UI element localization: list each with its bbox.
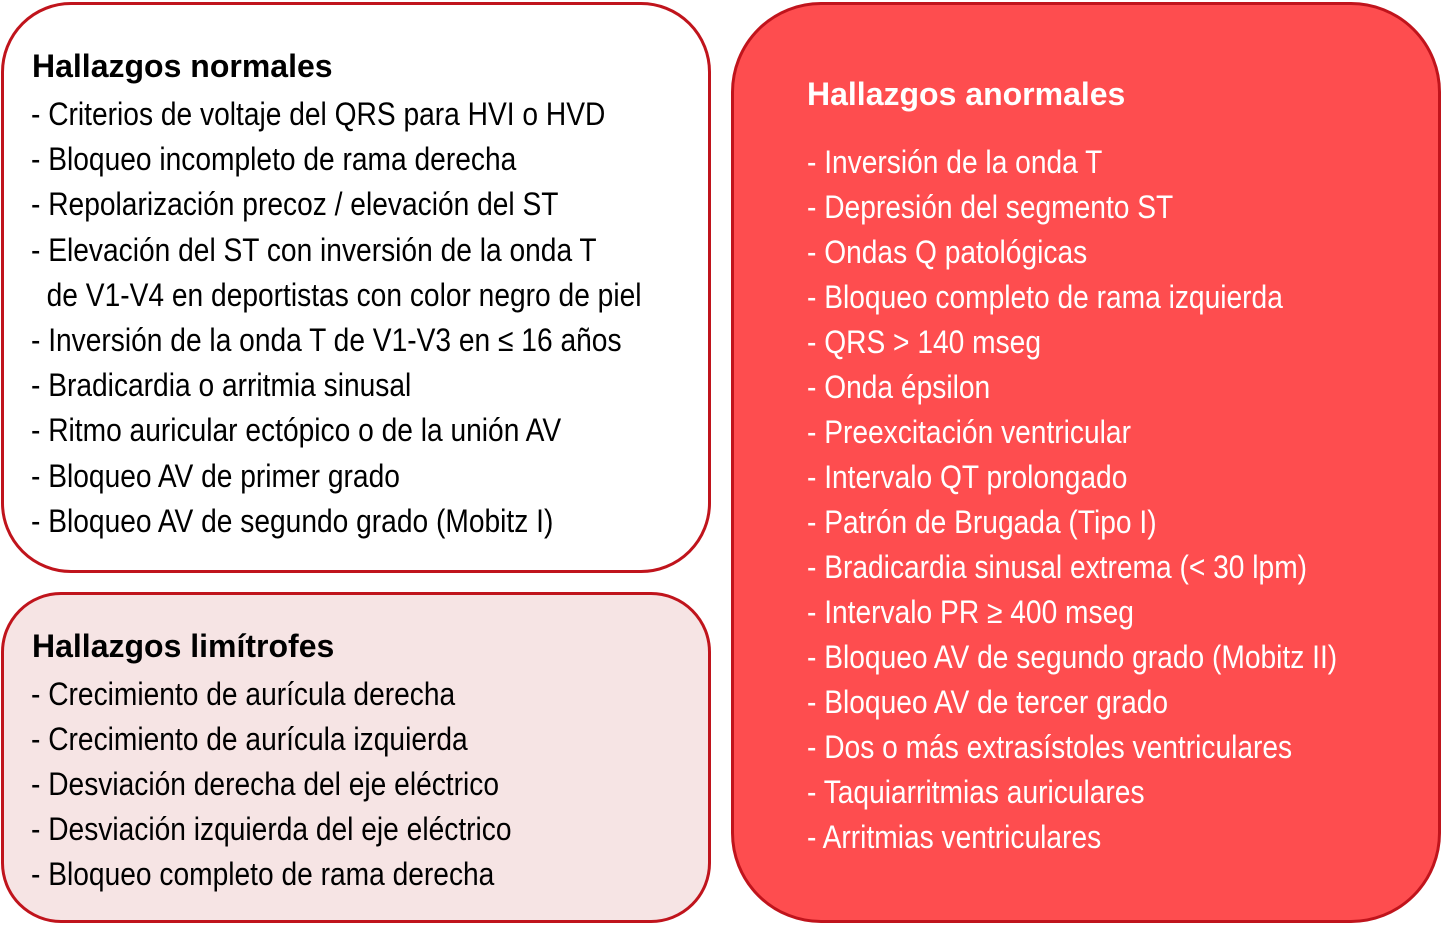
- list-item: - Intervalo QT prolongado: [807, 459, 1128, 495]
- list-item: - Desviación izquierda del eje eléctrico: [31, 811, 512, 847]
- borderline-findings-box: [1, 592, 711, 923]
- list-item: - Bradicardia sinusal extrema (< 30 lpm): [807, 549, 1308, 585]
- normal-findings-list: [31, 92, 642, 544]
- list-item: - Bloqueo AV de tercer grado: [807, 684, 1169, 720]
- list-item: - Desviación derecha del eje eléctrico: [31, 766, 500, 802]
- list-item: - Taquiarritmias auriculares: [807, 774, 1145, 810]
- list-item: - Repolarización precoz / elevación del ST: [31, 186, 559, 223]
- list-item: - Bloqueo AV de segundo grado (Mobitz I): [31, 502, 554, 539]
- normal-findings-title: Hallazgos normales: [32, 48, 333, 84]
- list-item: - Bloqueo AV de primer grado: [31, 457, 400, 494]
- list-item: - Intervalo PR ≥ 400 mseg: [807, 594, 1134, 630]
- list-item: - Elevación del ST con inversión de la onda T: [31, 231, 597, 268]
- list-item: - Preexcitación ventricular: [807, 414, 1131, 450]
- list-item: - Crecimiento de aurícula izquierda: [31, 721, 468, 757]
- list-item: - Inversión de la onda T: [807, 144, 1103, 180]
- list-item: - Criterios de voltaje del QRS para HVI o HVD: [31, 96, 606, 132]
- abnormal-findings-title: Hallazgos anormales: [807, 76, 1126, 112]
- abnormal-findings-box: [731, 2, 1441, 923]
- list-item: - Patrón de Brugada (Tipo I): [807, 504, 1157, 540]
- list-item: - Bradicardia o arritmia sinusal: [31, 367, 412, 404]
- list-item: - Bloqueo incompleto de rama derecha: [31, 141, 517, 178]
- list-item-continuation: de V1-V4 en deportistas con color negro de piel: [31, 276, 642, 313]
- list-item: - QRS > 140 mseg: [807, 324, 1041, 360]
- list-item: - Bloqueo completo de rama derecha: [31, 856, 495, 892]
- list-item: - Dos o más extrasístoles ventriculares: [807, 729, 1293, 765]
- list-item: - Depresión del segmento ST: [807, 189, 1174, 225]
- list-item: - Ondas Q patológicas: [807, 234, 1088, 270]
- list-item: - Arritmias ventriculares: [807, 819, 1102, 855]
- list-item: - Bloqueo completo de rama izquierda: [807, 279, 1283, 315]
- list-item: - Crecimiento de aurícula derecha: [31, 676, 456, 712]
- borderline-findings-list: [31, 672, 512, 897]
- abnormal-findings-list: [807, 140, 1337, 860]
- list-item: - Ritmo auricular ectópico o de la unión AV: [31, 412, 562, 449]
- normal-findings-box: [1, 2, 711, 573]
- list-item: - Bloqueo AV de segundo grado (Mobitz II): [807, 639, 1338, 675]
- list-item: - Inversión de la onda T de V1-V3 en ≤ 16 años: [31, 322, 622, 359]
- borderline-findings-title: Hallazgos limítrofes: [32, 628, 335, 664]
- list-item: - Onda épsilon: [807, 369, 991, 405]
